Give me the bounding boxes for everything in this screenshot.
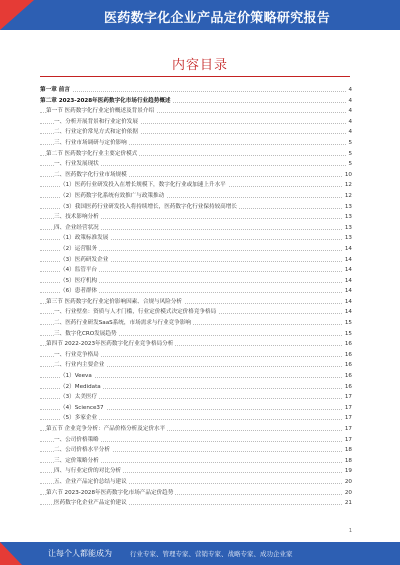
toc-entry-page: 14 [343,265,352,276]
toc-entry-title: 二、公司价格水平分析 [54,445,112,456]
toc-entry-title: 二、行业定价常见方式和定价依据 [54,127,140,138]
toc-entry-page: 13 [343,212,352,223]
toc-entry-page: 21 [343,498,352,509]
toc-entry[interactable] [40,223,352,234]
toc-entry-page: 17 [343,403,352,414]
toc-entry-title: 四、与行业定价的对比分析 [54,466,123,477]
toc-entry-page: 16 [343,360,352,371]
toc-entry[interactable] [40,233,352,244]
toc-entry-title: 二、医药数字化行业市场规模 [54,170,129,181]
toc-entry-title: （2）运营服务 [60,244,99,255]
toc-entry-title: 四、企业经营状况 [54,223,101,234]
toc-entry[interactable] [40,445,352,456]
footer-accent [0,542,22,565]
toc-entry[interactable] [40,307,352,318]
toc-entry[interactable] [40,212,352,223]
toc-entry-page: 15 [343,318,352,329]
toc-entry-title: （1）政策标准发展 [60,233,110,244]
toc-entry-page: 13 [343,233,352,244]
toc-entry-page: 16 [343,382,352,393]
toc-entry-page: 18 [343,445,352,456]
header-accent [0,0,34,30]
toc-entry-page: 17 [343,424,352,435]
toc-entry-title: 第三节 医药数字化行业定价影响因素、合规与风险分析 [46,297,184,308]
toc-entry[interactable] [40,138,352,149]
toc-entry-page: 19 [343,466,352,477]
toc-entry-page: 16 [343,350,352,361]
toc-entry-page: 4 [346,85,352,96]
toc-heading: 内容目录 [171,58,228,73]
toc-entry[interactable] [40,180,352,191]
toc-entry[interactable] [40,286,352,297]
toc-entry-title: （3）太美医疗 [60,392,99,403]
toc-entry-page: 12 [343,180,352,191]
toc-entry-title: 第二节 医药数字化行业主要定价模式 [46,149,139,160]
toc-entry[interactable] [40,382,352,393]
toc-entry-page: 20 [343,477,352,488]
toc-entry-title: 第一章 前言 [40,85,72,96]
toc-entry-page: 18 [343,456,352,467]
toc-entry-page: 16 [343,371,352,382]
toc-entry-page: 14 [343,244,352,255]
toc-entry-title: 三、数字化CRO发展趋势 [54,329,119,340]
toc-entry-title: 一、行业发展现状 [54,159,101,170]
toc-entry[interactable] [40,255,352,266]
report-title: 医药数字化企业产品定价策略研究报告 [104,11,331,26]
toc-entry-title: 第一节 医药数字化行业定价概述及背景介绍 [46,106,156,117]
toc-entry-title: （5）多家企业 [60,413,99,424]
footer-slogan: 让每个人都能成为 [48,549,112,558]
toc-divider [40,76,350,77]
toc-entry-page: 13 [343,202,352,213]
toc-entry-title: （4）监管平台 [60,265,99,276]
toc-entry-page: 15 [343,329,352,340]
toc-entry-title: （5）医疗机构 [60,276,99,287]
toc-entry[interactable] [40,371,352,382]
toc-entry[interactable] [40,424,352,435]
toc-entry-title: （3）我国医药行业研发投入将持续增长，医药数字化行业保持较高增长 [60,202,239,213]
toc-entry[interactable] [40,466,352,477]
toc-entry-title: （2）Medidata [60,382,103,393]
toc-entry[interactable] [40,360,352,371]
toc-entry[interactable] [40,127,352,138]
toc-entry-page: 20 [343,488,352,499]
toc-entry-page: 4 [346,106,352,117]
toc-entry[interactable] [40,403,352,414]
toc-entry-title: 一、公司价格策略 [54,435,101,446]
toc-entry-title: （1）医药行业研发投入在增长规模下，数字化行业或加速上升水平 [60,180,228,191]
toc-entry[interactable] [40,477,352,488]
toc-entry-title: 第四节 2022-2023年医药数字化行业竞争格局分析 [46,339,175,350]
toc-entry[interactable] [40,392,352,403]
toc-entry-title: （4）Science37 [60,403,106,414]
toc-entry-title: 五、企业产品定价总结与建议 [54,477,129,488]
toc-entry-title: 第五节 企业竞争分析：产品价格分析及定价水平 [46,424,167,435]
toc-entry[interactable] [40,329,352,340]
toc-entry-page: 10 [343,170,352,181]
toc-entry[interactable] [40,202,352,213]
report-footer [0,542,400,565]
toc-entry-title: 三、定价策略分析 [54,456,101,467]
footer-tagline: 行业专家、管理专家、营销专家、战略专家、成功企业家 [130,550,293,558]
toc-entry[interactable] [40,297,352,308]
toc-entry-page: 14 [343,297,352,308]
toc-entry[interactable] [40,149,352,160]
toc-entry-page: 14 [343,276,352,287]
toc-entry-title: （1）Veeva [60,371,94,382]
toc-entry[interactable] [40,318,352,329]
toc-entry-page: 5 [346,138,352,149]
toc-entry[interactable] [40,265,352,276]
toc-entry-title: （2）医药数字化系统有效推广与政策推动 [60,191,166,202]
toc-entry-title: （3）医药研发企业 [60,255,110,266]
toc-entry[interactable] [40,339,352,350]
toc-entry[interactable] [40,191,352,202]
toc-entry-page: 5 [346,149,352,160]
toc-entry[interactable] [40,159,352,170]
toc-entry[interactable] [40,170,352,181]
toc-entry-title: 一、分析开展背景和行业定价发展 [54,117,140,128]
toc-entry-page: 4 [346,96,352,107]
toc-entry[interactable] [40,456,352,467]
toc-entry[interactable] [40,350,352,361]
toc-entry-title: 一、行业竞争格局 [54,350,101,361]
toc-entry[interactable] [40,413,352,424]
toc-entry[interactable] [40,117,352,128]
toc-entry[interactable] [40,276,352,287]
toc-entry-page: 14 [343,255,352,266]
toc-entry-title: 二、行业内主要企业 [54,360,106,371]
toc-entry-page: 14 [343,286,352,297]
toc-entry-page: 14 [343,307,352,318]
toc-entry-page: 17 [343,413,352,424]
toc-entry-page: 17 [343,392,352,403]
toc-entry-title: 一、行业壁垒：资质与人才门槛，行业定价模式决定价格竞争格局 [54,307,218,318]
toc-entry[interactable] [40,85,352,96]
toc-entry-page: 16 [343,339,352,350]
toc-entry[interactable] [40,106,352,117]
toc-entry-page: 13 [343,223,352,234]
toc-entry-title: 二、医药行业研发SaaS系统，市场需求与行业竞争影响 [54,318,193,329]
toc-entry[interactable] [40,435,352,446]
toc-entry[interactable] [40,488,352,499]
toc-entry-title: 第六节 2023-2028年医药数字化市场产品定价趋势 [46,488,175,499]
toc-entry[interactable] [40,244,352,255]
toc-entry-title: （6）患者群体 [60,286,99,297]
toc-entry-page: 4 [346,117,352,128]
toc-entry-title: 医药数字化企业产品定价建议 [54,498,129,509]
toc-entry-title: 三、行业市场调研与定价影响 [54,138,129,149]
toc-entry[interactable] [40,96,352,107]
toc-entry-title: 第二章 2023-2028年医药数字化市场行业趋势概述 [40,96,173,107]
table-of-contents [40,85,352,509]
toc-entry[interactable] [40,498,352,509]
toc-leader-dots [40,91,352,92]
toc-entry-title: 三、技术影响分析 [54,212,101,223]
toc-entry-page: 5 [346,159,352,170]
report-header [0,0,400,30]
toc-entry-page: 12 [343,191,352,202]
toc-entry-page: 17 [343,435,352,446]
page-number: 1 [348,528,352,534]
toc-entry-page: 4 [346,127,352,138]
